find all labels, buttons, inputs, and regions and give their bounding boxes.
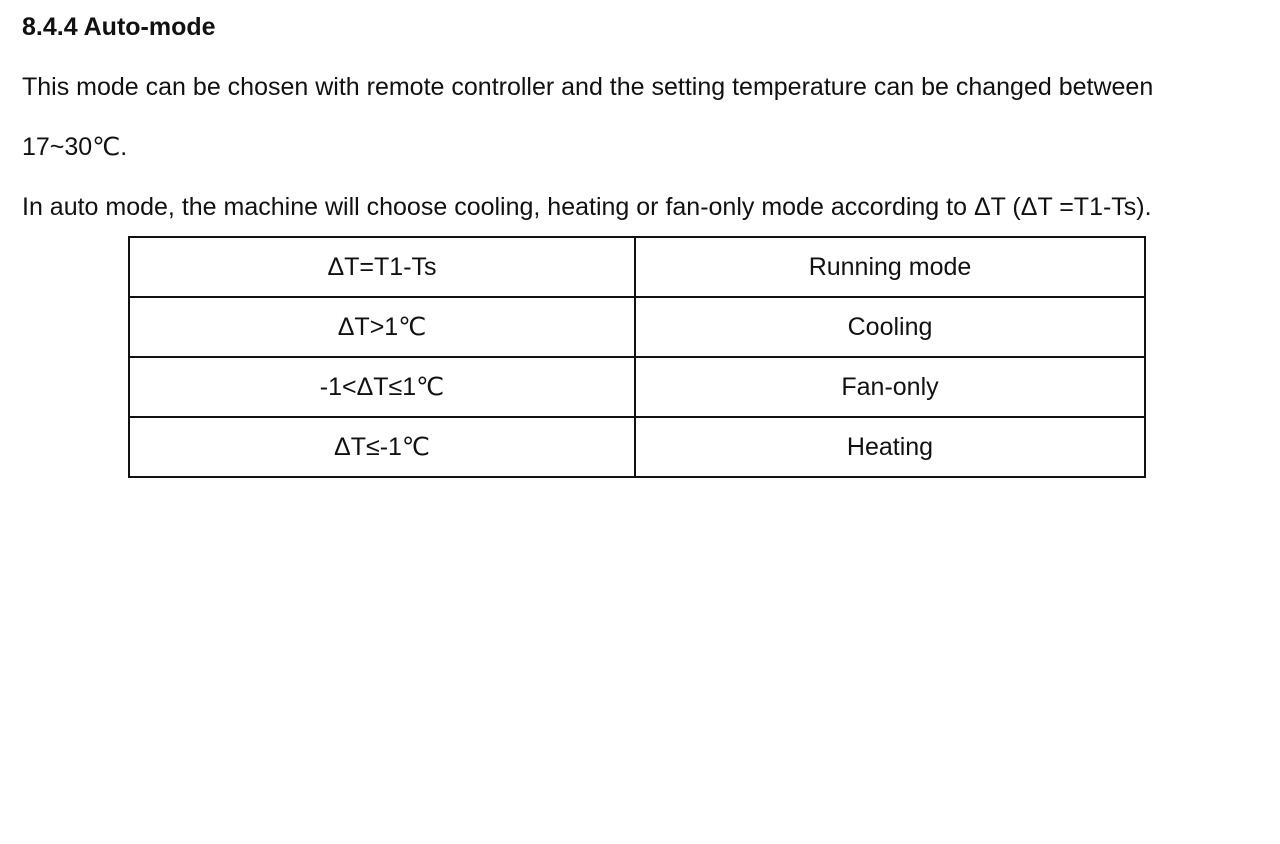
paragraph-auto-mode-rule: In auto mode, the machine will choose cooling, heating or fan-only mode according to ΔT (ΔT =T1-Ts). [22,193,1152,221]
table-row [129,357,1145,417]
section-heading: 8.4.4 Auto-mode [22,13,216,41]
table-row [129,417,1145,477]
mode-cell: Heating [635,417,1145,477]
running-mode-table [128,236,1146,478]
table-header-row [129,237,1145,297]
paragraph-temperature-range: 17~30℃. [22,133,128,161]
table-row [129,297,1145,357]
header-delta-t: ΔT=T1-Ts [129,237,635,297]
mode-cell: Fan-only [635,357,1145,417]
condition-cell: ΔT≤-1℃ [129,417,635,477]
paragraph-mode-description: This mode can be chosen with remote controller and the setting temperature can be changed between [22,73,1154,101]
condition-cell: -1<ΔT≤1℃ [129,357,635,417]
condition-cell: ΔT>1℃ [129,297,635,357]
mode-cell: Cooling [635,297,1145,357]
header-running-mode: Running mode [635,237,1145,297]
